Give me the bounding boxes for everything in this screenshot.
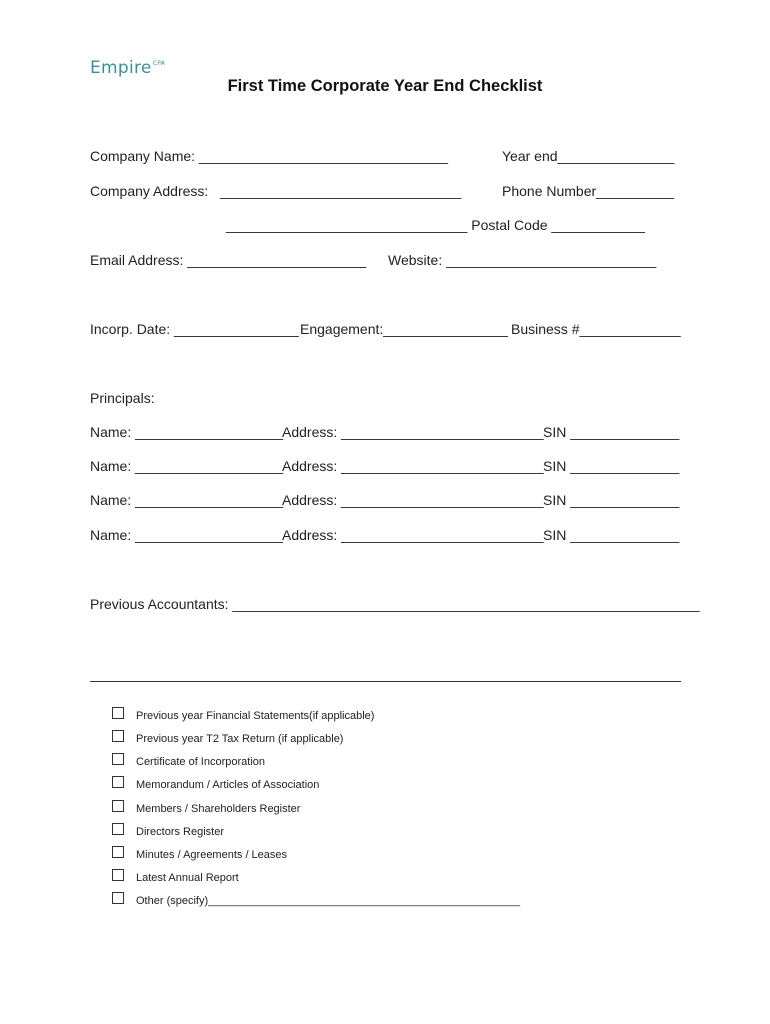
principal-name-field[interactable]: Name: ___________________: [90, 424, 284, 440]
principal-address-field[interactable]: Address: __________________________: [282, 527, 544, 543]
company-address-line2-field[interactable]: _______________________________ Postal Code ____________: [226, 217, 645, 233]
year-end-field[interactable]: Year end_______________: [502, 148, 675, 164]
checkbox[interactable]: [112, 869, 124, 881]
checkbox[interactable]: [112, 707, 124, 719]
previous-accountants-field[interactable]: Previous Accountants: ____________________________________________________________: [90, 596, 700, 612]
checklist-item-label: Latest Annual Report: [136, 872, 239, 884]
section-divider: [90, 681, 681, 682]
checklist-item-label: Memorandum / Articles of Association: [136, 779, 320, 791]
principal-name-field[interactable]: Name: ___________________: [90, 458, 284, 474]
checkbox[interactable]: [112, 753, 124, 765]
email-address-field[interactable]: Email Address: _______________________: [90, 252, 367, 268]
principal-sin-field[interactable]: SIN ______________: [543, 424, 680, 440]
principal-address-field[interactable]: Address: __________________________: [282, 492, 544, 508]
logo-mark: CPA: [152, 60, 166, 67]
company-name-field[interactable]: Company Name: ________________________________: [90, 148, 449, 164]
phone-number-field[interactable]: Phone Number__________: [502, 183, 675, 199]
principal-address-field[interactable]: Address: __________________________: [282, 424, 544, 440]
company-logo: [90, 58, 165, 78]
checkbox[interactable]: [112, 823, 124, 835]
checkbox[interactable]: [112, 730, 124, 742]
engagement-field[interactable]: Engagement:________________: [300, 321, 508, 337]
logo-text: Empire: [90, 58, 152, 78]
checklist-item-label: Directors Register: [136, 826, 225, 838]
checklist-item-label: Members / Shareholders Register: [136, 803, 301, 815]
checkbox[interactable]: [112, 892, 124, 904]
page-title: First Time Corporate Year End Checklist: [227, 77, 543, 95]
principal-name-field[interactable]: Name: ___________________: [90, 492, 284, 508]
principal-address-field[interactable]: Address: __________________________: [282, 458, 544, 474]
principal-name-field[interactable]: Name: ___________________: [90, 527, 284, 543]
checklist-item-label: Certificate of Incorporation: [136, 756, 266, 768]
checklist-item-label: Previous year T2 Tax Return (if applicable): [136, 733, 344, 745]
business-number-field[interactable]: Business #_____________: [511, 321, 681, 337]
checkbox[interactable]: [112, 800, 124, 812]
principal-sin-field[interactable]: SIN ______________: [543, 458, 680, 474]
checklist-item-label: Minutes / Agreements / Leases: [136, 849, 288, 861]
principal-sin-field[interactable]: SIN ______________: [543, 527, 680, 543]
principals-heading: Principals:: [90, 390, 155, 406]
checkbox[interactable]: [112, 846, 124, 858]
checklist-item-label: Other (specify)___________________________________________________: [136, 895, 521, 907]
checkbox[interactable]: [112, 776, 124, 788]
principal-sin-field[interactable]: SIN ______________: [543, 492, 680, 508]
incorp-date-field[interactable]: Incorp. Date: ________________: [90, 321, 299, 337]
checklist-item-label: Previous year Financial Statements(if applicable): [136, 710, 375, 722]
website-field[interactable]: Website: ___________________________: [388, 252, 657, 268]
company-address-field[interactable]: Company Address: _______________________________: [90, 183, 462, 199]
